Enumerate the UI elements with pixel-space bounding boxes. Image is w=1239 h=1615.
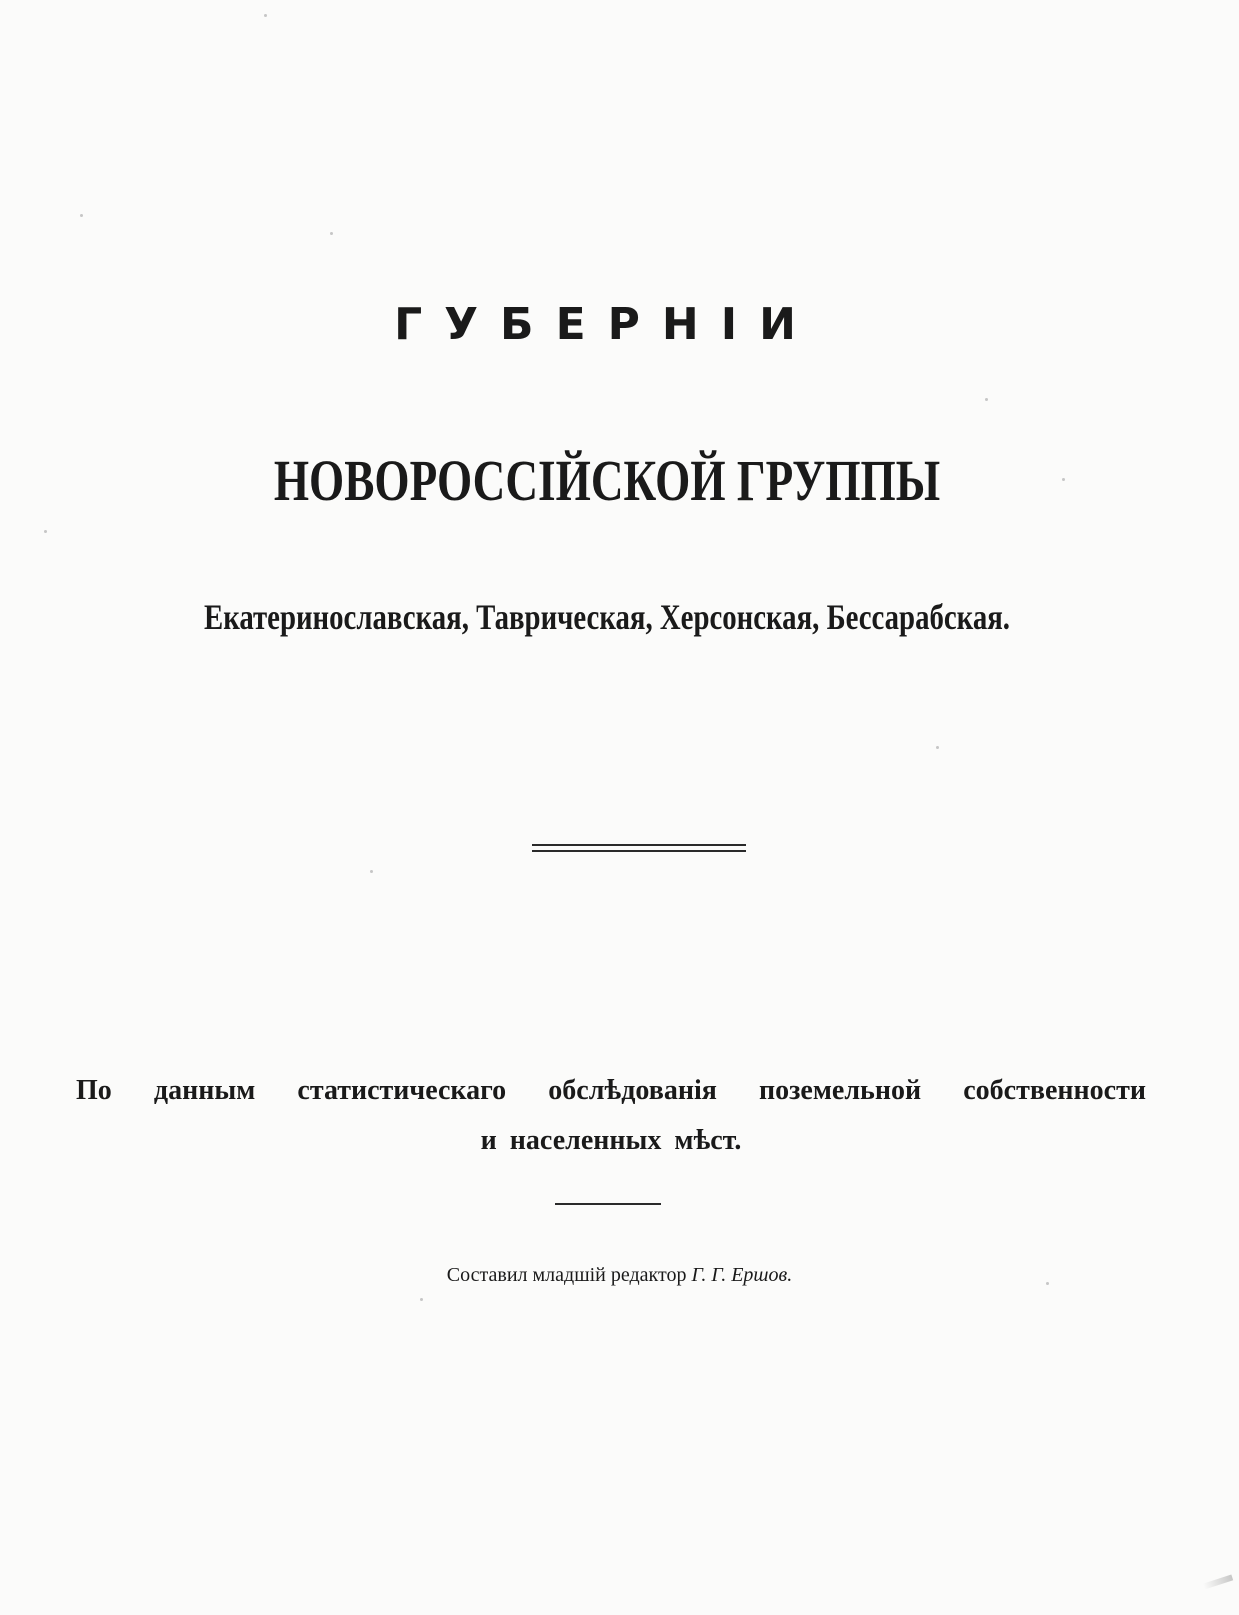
compiler-credit [0,1262,1239,1288]
single-rule-divider [555,1203,661,1205]
paper-speck [420,1298,423,1301]
paper-speck [330,232,333,235]
paper-speck [985,398,988,401]
paper-speck [264,14,267,17]
description-block [76,1066,1146,1166]
paper-speck [370,870,373,873]
page-subtitle: НОВОРОССІЙСКОЙ ГРУППЫ [273,448,941,513]
description-line-1: По данным статистическаго обслѣдованія поземельной собственности [76,1075,1146,1106]
double-rule-divider [532,844,746,852]
credit-prefix: Составил младшій редактор [446,1264,687,1286]
provinces-line: Екатеринославская, Таврическая, Херсонская, Бессарабская. [203,597,1010,637]
page-corner-mark [1203,1575,1233,1590]
editor-name: Г. Г. Ершов. [691,1264,793,1286]
paper-speck [936,746,939,749]
paper-speck [44,530,47,533]
page-title: ГУБЕРНІИ [394,299,818,350]
paper-speck [80,214,83,217]
description-line-2: и населенных мѣст. [480,1125,742,1156]
